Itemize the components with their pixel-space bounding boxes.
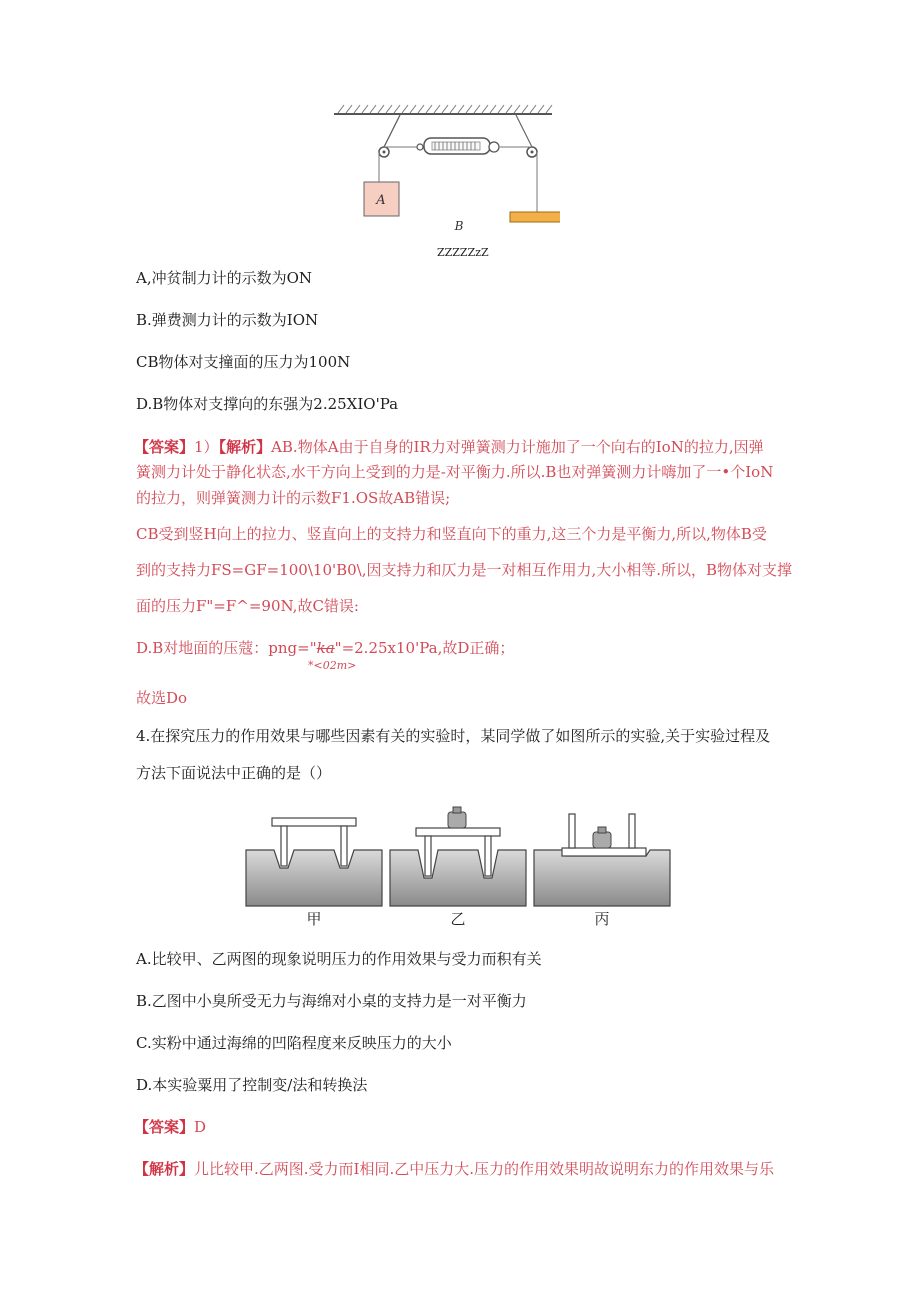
q3-option-c: CB物体对支撞面的压力为100N: [136, 353, 351, 371]
q3-option-b: B.弹费测力计的示数为ION: [136, 311, 319, 329]
block-b: [510, 212, 560, 222]
q4-stem-line1: 4.在探究压力的作用效果与哪些因素有关的实验时，某同学做了如图所示的实验,关于实验过程及: [136, 727, 771, 745]
analysis-line: AB.物体A由于自身的IR力对弹簧测力计施加了一个向右的IoN的拉力,因弹: [271, 438, 764, 456]
q4-option-a: A.比较甲、乙两图的现象说明压力的作用效果与受力而积有关: [136, 950, 542, 968]
d-line-rest: "=2.25x10'Pa,故D正确；: [334, 639, 515, 657]
figure-label-jia: 甲: [306, 910, 322, 928]
analysis-line: 到的支持力FS=GF=100\10'B0\,因支持力和仄力是一对相互作用力,大小相等.所以，B物体对支撑: [136, 561, 793, 579]
analysis-line: 的拉力，则弹簧测力计的示数F1.OS故AB错误;: [136, 489, 451, 507]
weight-icon: [448, 812, 466, 828]
answer-tag: 【答案】: [134, 438, 195, 456]
conclusion: 故选Do: [136, 689, 188, 707]
block-a-label: A: [376, 193, 386, 208]
analysis-tag: 【解析】: [218, 438, 272, 456]
analysis-line: CB受到竖H向上的拉力、竖直向上的支持力和竖直向下的重力,这三个力是平衡力,所以,物体B受: [136, 525, 767, 543]
q4-option-c: C.实粉中通过海绵的凹陷程度来反映压力的大小: [136, 1034, 452, 1052]
analysis-text: 儿比较甲.乙两图.受力而I相同.乙中压力大.压力的作用效果明故说明东力的作用效果与乐: [194, 1160, 775, 1178]
answer-text: 1）: [194, 438, 219, 456]
analysis-line: 面的压力F"=F^=90N,故C错误:: [136, 597, 359, 615]
q4-stem-line2: 方法下面说法中正确的是（）: [136, 764, 332, 782]
figure1-caption: ZZZZZzZ: [437, 246, 489, 259]
q3-option-a: A,冲贫制力计的示数为ON: [136, 269, 313, 287]
analysis-d-line: [136, 638, 514, 658]
q3-answer-line: [134, 437, 764, 457]
q4-option-d: D.本实验粟用了控制变/法和转换法: [136, 1076, 368, 1094]
q4-option-b: B.乙图中小臭所受无力与海绵对小桌的支持力是一对平衡力: [136, 992, 527, 1010]
figure-label-bing: 丙: [594, 910, 610, 928]
analysis-line: 簧测力计处于静化状态,水干方向上受到的力是-对平衡力.所以.B也对弹簧测力计嗨加了一•个IoN: [136, 463, 774, 481]
answer-value: D: [194, 1118, 207, 1136]
q4-analysis-line: [134, 1159, 774, 1179]
answer-tag: 【答案】: [134, 1118, 195, 1136]
q4-answer-line: [134, 1117, 206, 1137]
figure-spring-balance: [320, 100, 560, 260]
figure-sponge-experiment: [244, 798, 674, 932]
q3-option-d: D.B物体对支撑向的东强为2.25XIO'Pa: [136, 395, 399, 413]
d-line-sub: *<02m>: [308, 659, 357, 672]
d-line-text: D.B对地面的压蔻：png=": [136, 639, 317, 657]
weight-icon: [593, 832, 611, 848]
analysis-tag: 【解析】: [134, 1160, 195, 1178]
d-line-strike: ka: [316, 639, 335, 657]
figure-label-yi: 乙: [450, 910, 466, 928]
block-b-label: B: [454, 219, 464, 233]
